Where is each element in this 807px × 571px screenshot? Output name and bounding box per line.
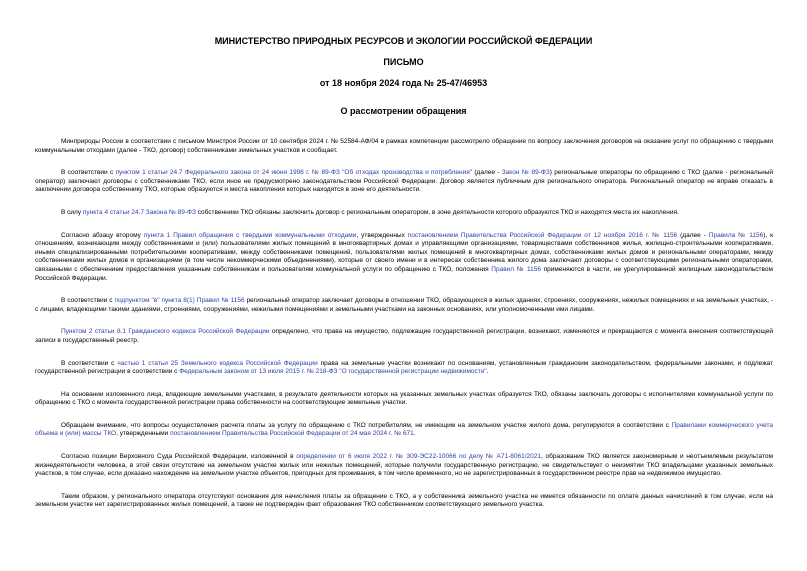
paragraph (35, 360, 773, 377)
paragraph-text: , образование ТКО является закономерным и неотъемлемым результатом жизнедеятельности человека, в этой связи отсутствие на земельном участке жилых или нежилых помещений, которые получили государственную регистрацию, не свидетельствует о неизмятии ТКО владельцами указанных земельных участков, в том случае, если доказано нахождение на земельном участке объектов, пригодных для проживания, в том числе временного, но не зарегистрированных в государственном реестре прав на недвижимое имущество. (35, 453, 773, 478)
paragraph-text: В силу (61, 208, 83, 216)
paragraph-text: , утвержденными (116, 430, 171, 438)
legal-reference-link[interactable]: Пунктом 2 статьи 8.1 Гражданского кодекса Российской Федерации (61, 328, 270, 336)
paragraph-text: определено, что права на имущество, подлежащие государственной регистрации, возникают, изменяются и прекращаются с момента внесения соответствующей записи в государственный реестр. (35, 328, 773, 344)
paragraph-text: применяются в части, не урегулированной жилищным законодательством Российской Федерации. (35, 265, 774, 282)
paragraph (35, 232, 773, 284)
legal-reference-link[interactable]: пунктом 1 статьи 24.7 Федерального закона от 24 июня 1998 г. № 89-ФЗ "Об отходах производства и потребления" (115, 169, 473, 177)
paragraph (35, 391, 773, 408)
ministry-heading: МИНИСТЕРСТВО ПРИРОДНЫХ РЕСУРСОВ И ЭКОЛОГИИ РОССИЙСКОЙ ФЕДЕРАЦИИ (214, 36, 593, 46)
paragraph-text: В соответствии с (61, 297, 115, 305)
paragraph-text: Минприроды России в соответствии с письмом Минстроя России от 10 сентября 2024 г. № 52584-АФ/04 в рамках компетенции рассмотрело обращение по вопросу заключения договоров на оказание услуг по обращению с твердыми коммунальными отходами (далее - ТКО, договор) собственниками земельных участков и сообщает. (35, 138, 773, 154)
paragraph-text: собственники ТКО обязаны заключить договор с региональным оператором, в зоне деятельности которого образуются ТКО и находятся места их накопления. (195, 208, 679, 216)
paragraph-text: Согласно позиции Верховного Суда Российской Федерации, изложенной в (61, 453, 297, 461)
document-body (0, 117, 807, 510)
paragraph-text: Согласно абзацу второму (61, 231, 144, 239)
paragraph (35, 493, 773, 510)
paragraph-text: права на земельные участки возникают по основаниям, установленным гражданским законодательством, федеральными законами, и подлежат государственной регистрации в соответствии с (35, 359, 774, 376)
legal-reference-link[interactable]: пункта 4 статьи 24.7 Закона № 89-ФЗ (82, 208, 196, 216)
paragraph-text: ), к отношениям, возникающим между собственниками и (или) пользователями жилых помещений в многоквартирных домах и управляющими организациями, товариществами собственников жилья, жилищно-строительными кооперативами, иными специализированными потребительскими кооперативами, между собственниками помещений, пользователями жилых помещений в многоквартирных домах, собственниками жилых домов и региональными операторами, между собственниками жилых домов и организациями (в том числе некоммерческими объединениями), которые от своего имени и в интересах собственника жилого дома заключают договоры с соответствующими региональными операторами, связанными с обеспечением предоставления указанным собственникам и пользователям коммунальной услуги по обращению с ТКО, положения (35, 231, 774, 273)
paragraph (35, 209, 773, 218)
paragraph (35, 169, 773, 195)
paragraph (35, 453, 773, 479)
paragraph-text: (далее - (677, 231, 709, 239)
paragraph-text: Таким образом, у регионального оператора отсутствуют основания для начисления платы за обращение с ТКО, а у собственника земельного участка не имеется обязанности по оплате данных начислений в том случае, если на земельном участке нет зарегистрированных жилых помещений, а также не подтвержден факт образования ТКО собственником соответствующего земельного участка. (35, 492, 773, 509)
paragraph-text: На основании изложенного лица, владеющие земельными участками, в результате деятельности которых на указанных земельных участках образуется ТКО, обязаны заключать договоры с исполнителями коммунальной услуги по обращению с ТКО с момента государственной регистрации права собственности на соответствующие земельные участки. (35, 390, 773, 407)
paragraph (35, 422, 773, 439)
legal-reference-link[interactable]: частью 1 статьи 25 Земельного кодекса Российской Федерации (117, 359, 318, 367)
paragraph-text: В соответствии с (61, 169, 116, 177)
paragraph (35, 328, 773, 345)
legal-reference-link[interactable]: подпунктом "в" пункта 8(1) Правил № 1156 (114, 297, 245, 305)
legal-reference-link[interactable]: Федеральным законом от 13 июля 2015 г. № 218-ФЗ "О государственной регистрации недвижимости" (179, 368, 487, 376)
document-subject: О рассмотрении обращения (340, 106, 467, 116)
legal-reference-link[interactable]: Правилами коммерческого учета объема и (или) массы ТКО (35, 421, 773, 438)
legal-reference-link[interactable]: Правила № 1156 (708, 231, 764, 239)
paragraph-text: Обращаем внимание, что вопросы осуществления расчета платы за услугу по обращению с ТКО потребителям, не имеющим на земельном участке жилого дома, регулируются в соответствии с (61, 421, 672, 429)
document-date-number: от 18 ноября 2024 года № 25-47/46953 (319, 78, 488, 88)
paragraph-text: региональный оператор заключает договоры в отношении ТКО, образующихся в жилых зданиях, строениях, сооружениях, нежилых помещениях и на земельных участках, - с лицами, владеющими такими зданиями, строениями, сооружениями, нежилыми помещениями и земельными участками на законных основаниях, или уполномоченными ими лицами. (35, 297, 774, 313)
legal-reference-link[interactable]: пункта 1 Правил обращения с твердыми коммунальными отходами (143, 231, 357, 239)
legal-reference-link[interactable]: Правил № 1156 (491, 265, 542, 273)
legal-reference-link[interactable]: Закон № 89-ФЗ (501, 169, 550, 177)
paragraph-text: . (413, 430, 416, 438)
paragraph-text: . (486, 368, 489, 376)
legal-reference-link[interactable]: определении от 6 июля 2022 г. № 309-ЭС22-10066 по делу № А71-8061/2021 (296, 453, 541, 461)
paragraph-text: ) региональные операторы по обращению с ТКО (далее - региональный оператор) заключают договоры с собственниками ТКО, если иное не предусмотрено законодательством Российской Федерации. Договор является публичным для регионального оператора. Региональный оператор не вправе отказать в заключении договора собственнику ТКО, которые образуются и места накопления которых находятся в зоне его деятельности. (35, 169, 773, 194)
legal-reference-link[interactable]: постановлением Правительства Российской Федерации от 24 мая 2024 г. № 671 (170, 430, 414, 438)
paragraph-text: В соответствии с (61, 359, 118, 367)
paragraph-text: , утвержденных (356, 231, 408, 239)
paragraph (35, 138, 773, 155)
paragraph-text: (далее - (472, 169, 502, 177)
document-type: ПИСЬМО (383, 57, 424, 67)
paragraph (35, 297, 773, 314)
legal-reference-link[interactable]: постановлением Правительства Российской Федерации от 12 ноября 2016 г. № 1156 (407, 231, 678, 239)
